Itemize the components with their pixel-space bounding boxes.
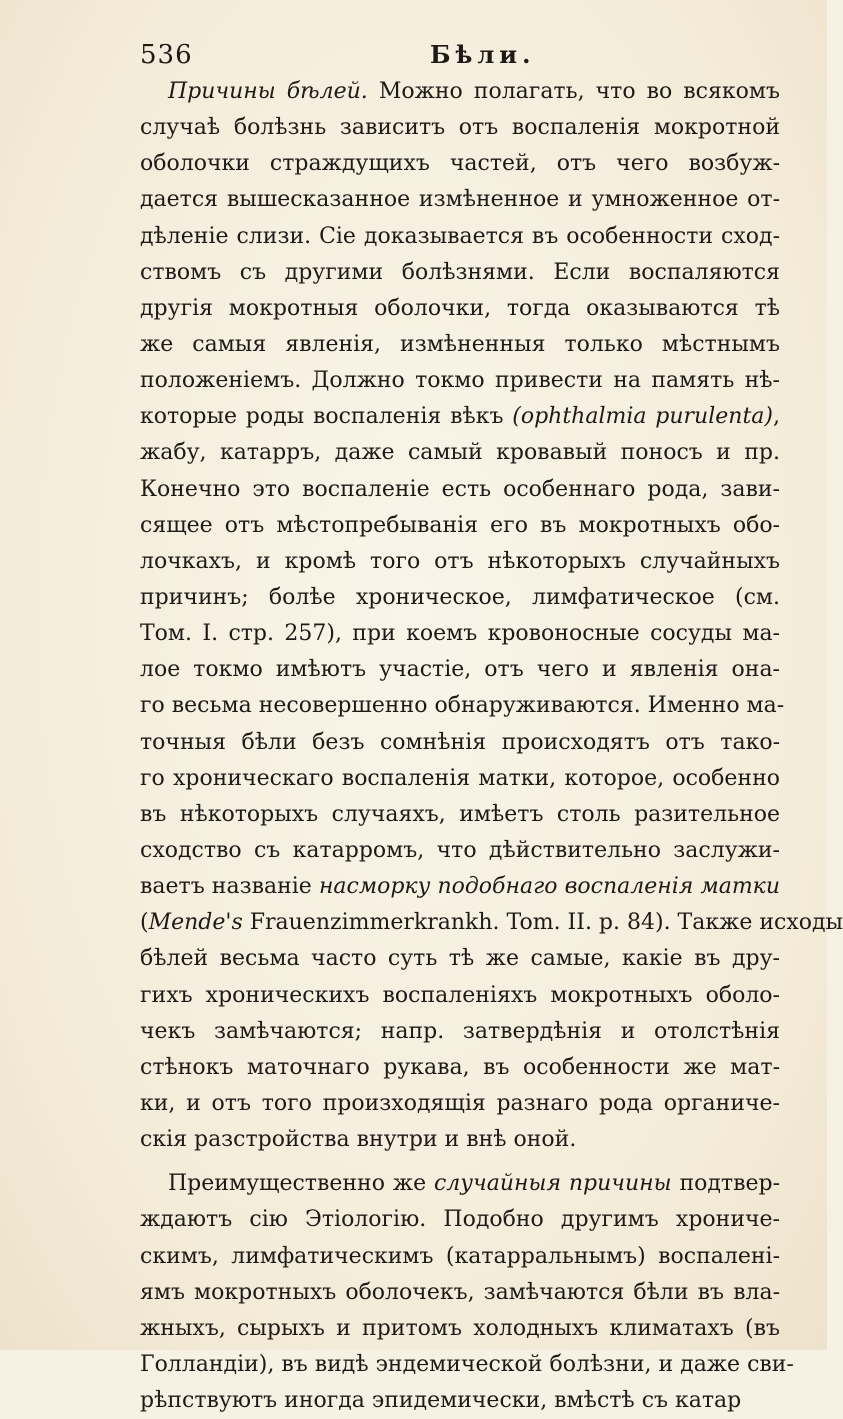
- text-segment: ,: [773, 404, 780, 430]
- text-segment: же самыя явленія, измѣненныя только мѣстнымъ: [140, 331, 780, 357]
- text-segment: точныя бѣли безъ сомнѣнія происходятъ отъ тако-: [140, 729, 780, 755]
- text-segment: причинъ; болѣе хроническое, лимфатическое (см.: [140, 584, 780, 610]
- text-line: [140, 1239, 780, 1275]
- text-line: [140, 1347, 794, 1383]
- paragraph: [140, 1166, 794, 1419]
- text-line: [140, 74, 780, 110]
- text-segment: сящее отъ мѣстопребыванія его въ мокротныхъ обо-: [140, 512, 780, 538]
- text-line: [140, 941, 780, 977]
- text-segment: скія разстройства внутри и внѣ оной.: [140, 1127, 577, 1153]
- text-line: [140, 725, 780, 761]
- running-head: Бѣли.: [430, 40, 536, 69]
- text-line: [140, 1166, 780, 1202]
- text-segment: подтвер-: [671, 1171, 781, 1197]
- text-line: [140, 363, 780, 399]
- text-segment: стѣнокъ маточнаго рукава, въ особенности же мат-: [140, 1054, 780, 1080]
- text-segment: Конечно это воспаленіе есть особеннаго рода, зави-: [140, 476, 780, 502]
- text-line: [140, 182, 780, 218]
- text-segment: го весьма несовершенно обнаруживаются. Именно ма-: [140, 693, 785, 719]
- text-line: [140, 833, 780, 869]
- text-segment: въ нѣкоторыхъ случаяхъ, имѣетъ столь разительное: [140, 801, 780, 827]
- text-line: [140, 688, 785, 724]
- italic-text: (ophthalmia purulenta): [512, 404, 773, 430]
- text-segment: рѣпствуютъ иногда эпидемически, вмѣстѣ съ катар: [140, 1388, 742, 1414]
- text-line: [140, 110, 780, 146]
- text-segment: скимъ, лимфатическимъ (катарральнымъ) воспалені-: [140, 1243, 780, 1269]
- text-line: [140, 544, 780, 580]
- text-line: [140, 1014, 780, 1050]
- text-line: [140, 255, 780, 291]
- text-line: [140, 1122, 780, 1158]
- text-segment: ваетъ названіе: [140, 874, 319, 900]
- text-segment: Том. I. стр. 257), при коемъ кровоносные сосуды ма-: [140, 621, 780, 647]
- text-line: [140, 399, 780, 435]
- text-segment: чекъ замѣчаются; напр. затвердѣнія и отолстѣнія: [140, 1018, 780, 1044]
- text-line: [140, 616, 780, 652]
- text-line: [140, 1311, 780, 1347]
- italic-text: Mende's: [148, 910, 243, 936]
- text-segment: бѣлей весьма часто суть тѣ же самые, какіе въ дру-: [140, 946, 780, 972]
- text-segment: Можно полагать, что во всякомъ: [367, 79, 780, 104]
- text-line: [140, 146, 780, 182]
- text-line: [140, 219, 780, 255]
- text-line: [140, 905, 843, 941]
- text-segment: другія мокротныя оболочки, тогда оказываются тѣ: [140, 295, 780, 321]
- text-segment: положеніемъ. Должно токмо привести на память нѣ-: [140, 368, 780, 394]
- page-number: 536: [140, 40, 193, 70]
- text-line: [140, 761, 780, 797]
- body-text: [140, 74, 843, 1419]
- text-segment: Преимущественно же: [168, 1171, 434, 1197]
- italic-text: насморку подобнаго воспаленія матки: [318, 874, 780, 900]
- text-line: [140, 1275, 780, 1311]
- text-segment: гихъ хроническихъ воспаленіяхъ мокротныхъ оболо-: [140, 982, 780, 1008]
- text-segment: которые роды воспаленія вѣкъ: [140, 404, 513, 430]
- text-segment: ствомъ съ другими болѣзнями. Если воспаляются: [140, 259, 780, 285]
- text-segment: случаѣ болѣзнь зависитъ отъ воспаленія мокротной: [140, 115, 780, 141]
- text-line: [140, 435, 780, 471]
- text-line: [140, 1202, 780, 1238]
- text-segment: лочкахъ, и кромѣ того отъ нѣкоторыхъ случайныхъ: [140, 548, 780, 574]
- text-segment: дѣленіе слизи. Сіе доказывается въ особенности сход-: [140, 223, 780, 249]
- text-line: [140, 869, 780, 905]
- text-segment: Frauenzimmerkrankh. Tom. II. p. 84). Также исходы: [242, 910, 843, 936]
- text-line: [140, 1383, 780, 1419]
- text-line: [140, 327, 780, 363]
- text-line: [140, 978, 780, 1014]
- text-line: [140, 472, 780, 508]
- text-segment: дается вышесказанное измѣненное и умноженное от-: [140, 187, 780, 213]
- text-segment: жныхъ, сырыхъ и притомъ холодныхъ климатахъ (въ: [140, 1315, 780, 1341]
- text-segment: ямъ мокротныхъ оболочекъ, замѣчаются бѣли въ вла-: [140, 1279, 780, 1305]
- italic-text: Причины бѣлей.: [168, 79, 368, 104]
- italic-text: случайныя причины: [433, 1171, 672, 1197]
- text-segment: го хроническаго воспаленія матки, которое, особенно: [140, 765, 780, 791]
- text-segment: сходство съ катарромъ, что дѣйствительно заслужи-: [140, 837, 780, 863]
- text-segment: лое токмо имѣютъ участіе, отъ чего и явленія она-: [140, 657, 780, 683]
- text-line: [140, 580, 780, 616]
- text-line: [140, 797, 780, 833]
- text-segment: ждаютъ сію Этіологію. Подобно другимъ хрониче-: [140, 1207, 780, 1233]
- paragraph: [140, 74, 843, 1158]
- text-line: [140, 652, 780, 688]
- text-segment: ки, и отъ того произходящія разнаго рода органиче-: [140, 1090, 780, 1116]
- text-line: [140, 1086, 780, 1122]
- text-line: [140, 508, 780, 544]
- text-segment: Голландіи), въ видѣ эндемической болѣзни, и даже сви-: [140, 1351, 794, 1377]
- text-line: [140, 1050, 780, 1086]
- text-line: [140, 291, 780, 327]
- text-segment: (: [140, 910, 149, 936]
- text-segment: оболочки страждущихъ частей, отъ чего возбуж-: [140, 151, 780, 177]
- text-segment: жабу, катарръ, даже самый кровавый поносъ и пр.: [140, 440, 780, 466]
